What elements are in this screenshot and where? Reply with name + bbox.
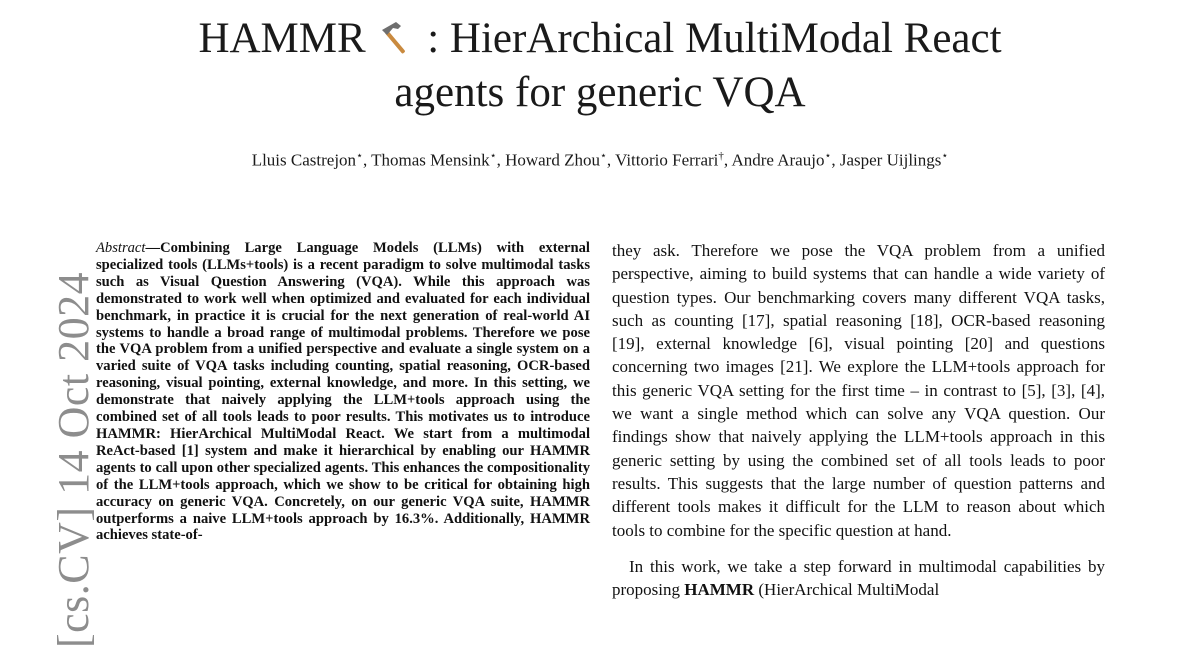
body-column	[612, 239, 1105, 601]
title-line2: agents for generic VQA	[394, 69, 806, 116]
author-name: Lluis Castrejon	[251, 150, 357, 170]
author-name: Andre Araujo	[731, 150, 825, 170]
author-name: Howard Zhou	[505, 150, 600, 170]
abstract	[96, 240, 590, 544]
body-paragraph: they ask. Therefore we pose the VQA problem from a unified perspective, aiming to build systems that can handle a wide variety of question types. Our benchmarking covers many different VQA tasks, such as counting [17], spatial reasoning [18], OCR-based reasoning [19], external knowledge [6], visual pointing [20] and questions concerning two images [21]. We explore the LLM+tools approach for this generic VQA setting for the first time – in contrast to [5], [3], [4], we want a single method which can solve any VQA question. Our findings show that naively applying the LLM+tools approach in this generic setting by using the combined set of all tools leads to poor results. This suggests that the large number of question patterns and different tools makes it difficult for the LLM to reason about which tools to combine for the specific question at hand.	[612, 241, 1105, 540]
author-name: Thomas Mensink	[371, 150, 490, 170]
author-name: Jasper Uijlings	[839, 150, 942, 170]
author-name: Vittorio Ferrari	[615, 150, 719, 170]
abstract-text: —Combining Large Language Models (LLMs) with external specialized tools (LLMs+tools) is a recent paradigm to solve multimodal tasks such as Visual Question Answering (VQA). While this approach was demonstrated to work well when optimized and evaluated for each individual benchmark, in practice it is crucial for the next generation of real-world AI systems to handle a broad range of multimodal problems. Therefore we pose the VQA problem from a unified perspective and evaluate a single system on a varied suite of VQA tasks including counting, spatial reasoning, OCR-based reasoning, visual pointing, external knowledge, and more. In this setting, we demonstrate that naively applying the LLM+tools approach using the combined set of all tools leads to poor results. This motivates us to introduce HAMMR: HierArchical MultiModal React. We start from a multimodal ReAct-based [1] system and make it hierarchical by enabling our HAMMR agents to call upon other specialized agents. This enhances the compositionality of the LLM+tools approach, which we show to be critical for obtaining high accuracy on generic VQA. Concretely, on our generic VQA suite, HAMMR outperforms a naive LLM+tools approach by 16.3%. Additionally, HAMMR achieves state-of-	[96, 240, 590, 544]
hammer-icon	[376, 20, 416, 56]
title-acronym: HAMMR	[198, 15, 366, 62]
method-name: HAMMR	[684, 580, 755, 600]
abstract-label: Abstract	[96, 240, 146, 256]
body-paragraph: In this work, we take a step forward in multimodal capabilities by proposing HAMMR (HierArchical MultiModal	[612, 556, 1105, 600]
author-list: Lluis Castrejon⋆, Thomas Mensink⋆, Howard Zhou⋆, Vittorio Ferrari†, Andre Araujo⋆, Jasper Uijlings⋆	[251, 150, 949, 170]
title-line1-rest: : HierArchical MultiModal React	[416, 15, 1002, 62]
arxiv-side-stamp: [cs.CV] 14 Oct 2024	[49, 271, 98, 648]
paper-title	[100, 12, 1100, 120]
